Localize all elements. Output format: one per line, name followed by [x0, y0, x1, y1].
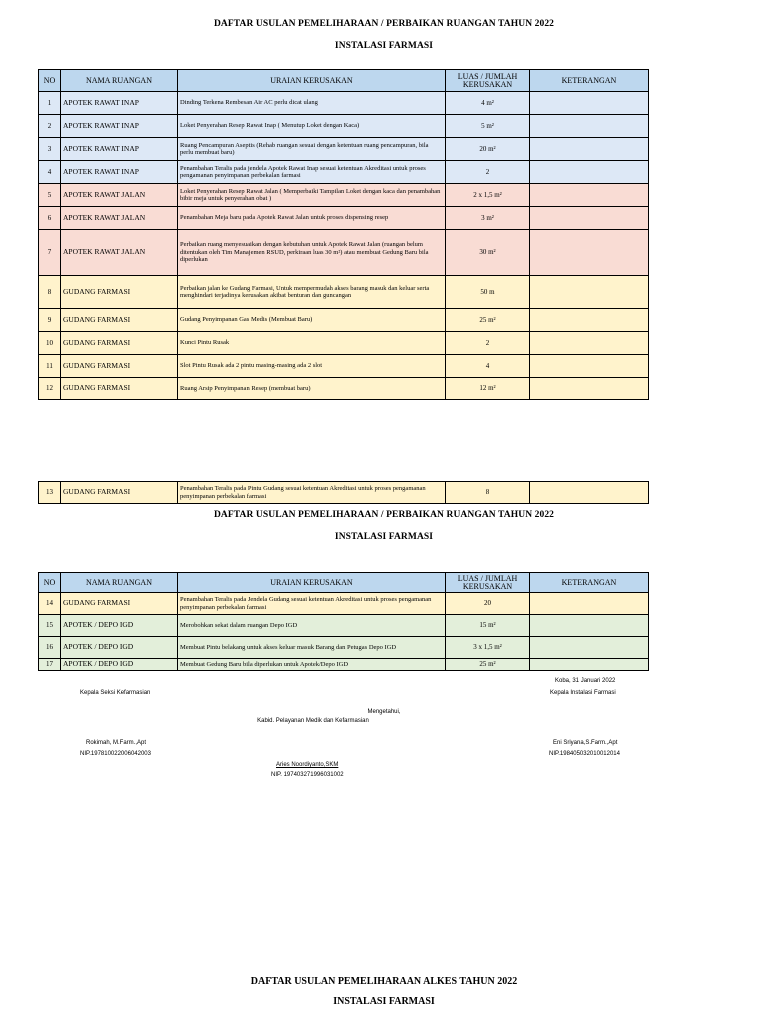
header-note: KETERANGAN [530, 70, 649, 92]
damage-volume: 4 [446, 355, 530, 378]
row-number: 3 [39, 138, 61, 161]
header-volume-line1: LUAS / JUMLAH [457, 573, 518, 583]
row-number: 13 [39, 482, 61, 504]
header-no: NO [39, 70, 61, 92]
room-name: APOTEK RAWAT INAP [61, 138, 178, 161]
document-subtitle-2: INSTALASI FARMASI [334, 532, 434, 542]
document-title: DAFTAR USULAN PEMELIHARAAN / PERBAIKAN RUANGAN TAHUN 2022 [213, 19, 555, 29]
damage-volume: 8 [446, 482, 530, 504]
center-signatory-nip: NIP. 197403271996031002 [271, 772, 344, 778]
repair-table-1 [38, 69, 649, 400]
remarks [530, 355, 649, 378]
table-row [39, 92, 649, 115]
table-row [39, 615, 649, 637]
damage-volume: 20 [446, 593, 530, 615]
room-name: APOTEK RAWAT JALAN [61, 230, 178, 276]
row-number: 11 [39, 355, 61, 378]
room-name: GUDANG FARMASI [61, 482, 178, 504]
acknowledged-label: Mengetahui, [367, 709, 401, 715]
remarks [530, 138, 649, 161]
table-row [39, 378, 649, 400]
damage-description: Penambahan Meja baru pada Apotek Rawat Jalan untuk proses dispensing resep [178, 207, 446, 230]
room-name: APOTEK RAWAT JALAN [61, 207, 178, 230]
remarks [530, 309, 649, 332]
damage-volume: 20 m² [446, 138, 530, 161]
remarks [530, 115, 649, 138]
table-row [39, 637, 649, 659]
table-row [39, 593, 649, 615]
alkes-subtitle: INSTALASI FARMASI [333, 996, 435, 1007]
damage-description: Kunci Pintu Rusak [178, 332, 446, 355]
damage-description: Penambahan Teralis pada Jendela Gudang sesuai ketentuan Akreditasi untuk proses pengamanan penyimpanan perbekalan farmasi [178, 593, 446, 615]
remarks [530, 207, 649, 230]
damage-description: Penambahan Teralis pada Pintu Gudang sesuai ketentuan Akreditasi untuk proses pengamanan penyimpanan perbekalan farmasi [178, 482, 446, 504]
damage-volume: 3 x 1,5 m² [446, 637, 530, 659]
room-name: GUDANG FARMASI [61, 332, 178, 355]
damage-volume: 25 m² [446, 309, 530, 332]
room-name: APOTEK RAWAT INAP [61, 115, 178, 138]
header-room: NAMA RUANGAN [61, 70, 178, 92]
damage-description: Gudang Penyimpanan Gas Medis (Membuat Baru) [178, 309, 446, 332]
head-of-installation-role: Kepala Instalasi Farmasi [550, 690, 616, 696]
damage-volume: 30 m² [446, 230, 530, 276]
table-row [39, 161, 649, 184]
row-number: 1 [39, 92, 61, 115]
remarks [530, 593, 649, 615]
center-signatory-name: Aries Noordiyanto,SKM [276, 762, 339, 768]
remarks [530, 615, 649, 637]
left-signatory-name: Rokimah, M.Farm.,Apt [86, 740, 147, 746]
document-title-2: DAFTAR USULAN PEMELIHARAAN / PERBAIKAN RUANGAN TAHUN 2022 [213, 510, 555, 520]
damage-volume: 3 m² [446, 207, 530, 230]
remarks [530, 659, 649, 671]
remarks [530, 482, 649, 504]
damage-description: Merobohkan sekat dalam ruangan Depo IGD [178, 615, 446, 637]
alkes-title: DAFTAR USULAN PEMELIHARAAN ALKES TAHUN 2022 [250, 976, 518, 987]
right-signatory-nip: NIP.198405032010012014 [549, 751, 620, 757]
damage-volume: 5 m² [446, 115, 530, 138]
remarks [530, 276, 649, 309]
room-name: APOTEK / DEPO IGD [61, 637, 178, 659]
header-volume-line1: LUAS / JUMLAH [457, 71, 518, 81]
header-volume-line2: KERUSAKAN [462, 79, 513, 89]
damage-description: Ruang Arsip Penyimpanan Resep (membuat baru) [178, 378, 446, 400]
remarks [530, 230, 649, 276]
room-name: APOTEK / DEPO IGD [61, 615, 178, 637]
repair-table-continued [38, 481, 649, 504]
room-name: APOTEK RAWAT INAP [61, 92, 178, 115]
kabid-role: Kabid. Pelayanan Medik dan Kefarmasian [257, 718, 369, 724]
header-volume [446, 573, 530, 593]
room-name: GUDANG FARMASI [61, 378, 178, 400]
header-volume-line2: KERUSAKAN [462, 581, 513, 591]
header-description: URAIAN KERUSAKAN [178, 70, 446, 92]
row-number: 5 [39, 184, 61, 207]
room-name: APOTEK RAWAT INAP [61, 161, 178, 184]
damage-description: Slot Pintu Rusak ada 2 pintu masing-masing ada 2 slot [178, 355, 446, 378]
row-number: 9 [39, 309, 61, 332]
damage-description: Perbaikan ruang menyesuaikan dengan kebutuhan untuk Apotek Rawat Jalan (ruangan belum ditentukan oleh Tim Manajemen RSUD, perkiraan luas 30 m²) atau membuat Gedung Baru bila diperlukan [178, 230, 446, 276]
remarks [530, 92, 649, 115]
header-room: NAMA RUANGAN [61, 573, 178, 593]
damage-description: Loket Penyerahan Resep Rawat Inap ( Menutup Loket dengan Kaca) [178, 115, 446, 138]
damage-description: Membuat Gedung Baru bila diperlukan untuk Apotek/Depo IGD [178, 659, 446, 671]
document-subtitle: INSTALASI FARMASI [334, 41, 434, 51]
damage-volume: 2 [446, 161, 530, 184]
header-description: URAIAN KERUSAKAN [178, 573, 446, 593]
row-number: 4 [39, 161, 61, 184]
damage-volume: 2 [446, 332, 530, 355]
remarks [530, 184, 649, 207]
table-row [39, 207, 649, 230]
repair-table-2 [38, 572, 649, 671]
header-no: NO [39, 573, 61, 593]
damage-volume: 4 m² [446, 92, 530, 115]
header-note: KETERANGAN [530, 573, 649, 593]
left-signatory-nip: NIP.197810022006042003 [80, 751, 151, 757]
table-row [39, 276, 649, 309]
damage-volume: 50 m [446, 276, 530, 309]
place-date: Koba, 31 Januari 2022 [555, 678, 616, 684]
head-of-section-role: Kepala Seksi Kefarmasian [80, 690, 151, 696]
damage-description: Membuat Pintu belakang untuk akses keluar masuk Barang dan Petugas Depo IGD [178, 637, 446, 659]
room-name: GUDANG FARMASI [61, 593, 178, 615]
row-number: 17 [39, 659, 61, 671]
damage-description: Penambahan Teralis pada jendela Apotek Rawat Inap sesuai ketentuan Akreditasi untuk proses pengamanan penyimpanan perbekalan farmasi [178, 161, 446, 184]
table-row [39, 184, 649, 207]
room-name: APOTEK / DEPO IGD [61, 659, 178, 671]
row-number: 8 [39, 276, 61, 309]
table-header-row [39, 70, 649, 92]
damage-volume: 15 m² [446, 615, 530, 637]
table-row [39, 230, 649, 276]
table-row [39, 332, 649, 355]
room-name: APOTEK RAWAT JALAN [61, 184, 178, 207]
damage-volume: 2 x 1,5 m² [446, 184, 530, 207]
row-number: 14 [39, 593, 61, 615]
remarks [530, 378, 649, 400]
row-number: 7 [39, 230, 61, 276]
table-row [39, 309, 649, 332]
room-name: GUDANG FARMASI [61, 276, 178, 309]
table-row [39, 355, 649, 378]
damage-description: Ruang Pencampuran Aseptis (Rehab ruangan sesuai dengan ketentuan ruang pencampuran, bila perlu membuat baru) [178, 138, 446, 161]
table-row [39, 659, 649, 671]
damage-description: Perbaikan jalan ke Gudang Farmasi, Untuk mempermudah akses barang masuk dan keluar serta menghindari terjadinya kerusakan akibat benturan dan guncangan [178, 276, 446, 309]
remarks [530, 332, 649, 355]
table-row [39, 482, 649, 504]
damage-volume: 25 m² [446, 659, 530, 671]
row-number: 2 [39, 115, 61, 138]
row-number: 6 [39, 207, 61, 230]
row-number: 10 [39, 332, 61, 355]
room-name: GUDANG FARMASI [61, 309, 178, 332]
room-name: GUDANG FARMASI [61, 355, 178, 378]
header-volume [446, 70, 530, 92]
remarks [530, 161, 649, 184]
row-number: 15 [39, 615, 61, 637]
table-header-row [39, 573, 649, 593]
table-row [39, 138, 649, 161]
right-signatory-name: Eni Sriyana,S.Farm.,Apt [553, 740, 618, 746]
table-row [39, 115, 649, 138]
remarks [530, 637, 649, 659]
damage-description: Dinding Terkena Rembesan Air AC perlu dicat ulang [178, 92, 446, 115]
damage-description: Loket Penyerahan Resep Rawat Jalan ( Memperbaiki Tampilan Loket dengan kaca dan penambahan bibir meja untuk penyerahan obat ) [178, 184, 446, 207]
row-number: 12 [39, 378, 61, 400]
row-number: 16 [39, 637, 61, 659]
damage-volume: 12 m² [446, 378, 530, 400]
